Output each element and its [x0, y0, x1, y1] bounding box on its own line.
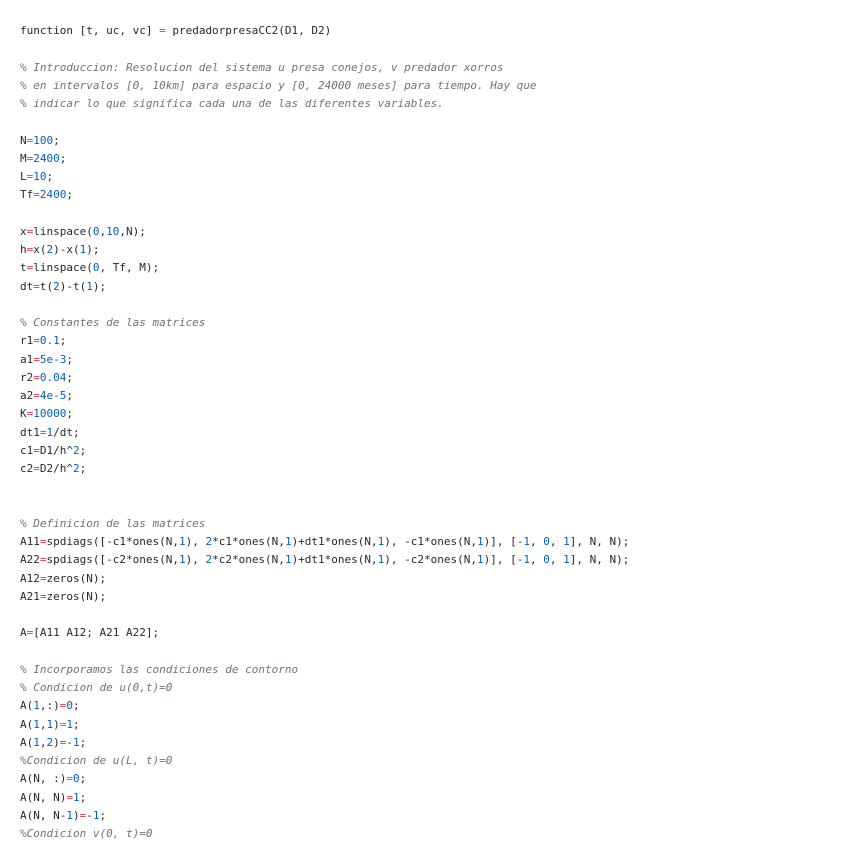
- code-line: A11=spdiags([-c1*ones(N,1), 2*c1*ones(N,1)+dt1*ones(N,1), -c1*ones(N,1)], [-1, 0, 1], N, N);: [20, 535, 630, 548]
- code-line: [20, 40, 848, 58]
- code-line: % Definicion de las matrices: [20, 516, 206, 530]
- code-line: % Constantes de las matrices: [20, 316, 206, 329]
- code-line: c1=D1/h^2;: [20, 443, 87, 457]
- code-line: N=100;: [20, 133, 60, 147]
- code-line: A=[A11 A12; A21 A22];: [20, 626, 160, 640]
- code-line: r2=0.04;: [20, 370, 73, 384]
- code-line: [20, 113, 848, 131]
- code-line: A(N, N-1)=-1;: [20, 808, 107, 822]
- code-line: % indicar lo que significa cada una de las diferentes variables.: [20, 97, 444, 110]
- code-line: [20, 497, 848, 515]
- code-line: %Condicion de u(L, t)=0: [20, 754, 173, 767]
- code-editor[interactable]: [20, 22, 848, 843]
- code-line: a2=4e-5;: [20, 389, 73, 402]
- code-line: A(1,:)=0;: [20, 699, 80, 713]
- code-line: function [t, uc, vc] = predadorpresaCC2(D1, D2): [20, 24, 332, 37]
- code-line: L=10;: [20, 170, 54, 183]
- code-line: A22=spdiags([-c2*ones(N,1), 2*c2*ones(N,1)+dt1*ones(N,1), -c2*ones(N,1)], [-1, 0, 1], N, N);: [20, 553, 630, 567]
- code-line: % Incorporamos las condiciones de contorno: [20, 662, 299, 676]
- code-line: A(1,2)=-1;: [20, 735, 87, 749]
- code-line: a1=5e-3;: [20, 352, 73, 366]
- code-line: M=2400;: [20, 151, 67, 165]
- code-line: A12=zeros(N);: [20, 571, 107, 585]
- code-line: c2=D2/h^2;: [20, 462, 87, 475]
- code-line: r1=0.1;: [20, 334, 67, 348]
- code-line: [20, 606, 848, 624]
- code-line: dt1=1/dt;: [20, 425, 80, 439]
- code-line: dt=t(2)-t(1);: [20, 279, 107, 293]
- code-line: % Introduccion: Resolucion del sistema u presa conejos, v predador xorros: [20, 60, 504, 74]
- code-line: %Condicion v(0, t)=0: [20, 827, 153, 840]
- code-line: [20, 205, 848, 223]
- code-line: % Condicion de u(0,t)=0: [20, 681, 173, 694]
- code-line: h=x(2)-x(1);: [20, 243, 100, 256]
- code-line: [20, 296, 848, 314]
- code-line: % en intervalos [0, 10km] para espacio y [0, 24000 meses] para tiempo. Hay que: [20, 78, 537, 92]
- code-line: A(N, :)=0;: [20, 772, 87, 786]
- code-line: A21=zeros(N);: [20, 589, 107, 603]
- code-line: x=linspace(0,10,N);: [20, 224, 146, 238]
- code-line: K=10000;: [20, 407, 73, 421]
- code-line: [20, 643, 848, 661]
- code-line: A(N, N)=1;: [20, 790, 87, 804]
- code-line: [20, 478, 848, 496]
- code-line: Tf=2400;: [20, 188, 73, 202]
- code-line: A(1,1)=1;: [20, 717, 80, 731]
- code-line: t=linspace(0, Tf, M);: [20, 261, 160, 275]
